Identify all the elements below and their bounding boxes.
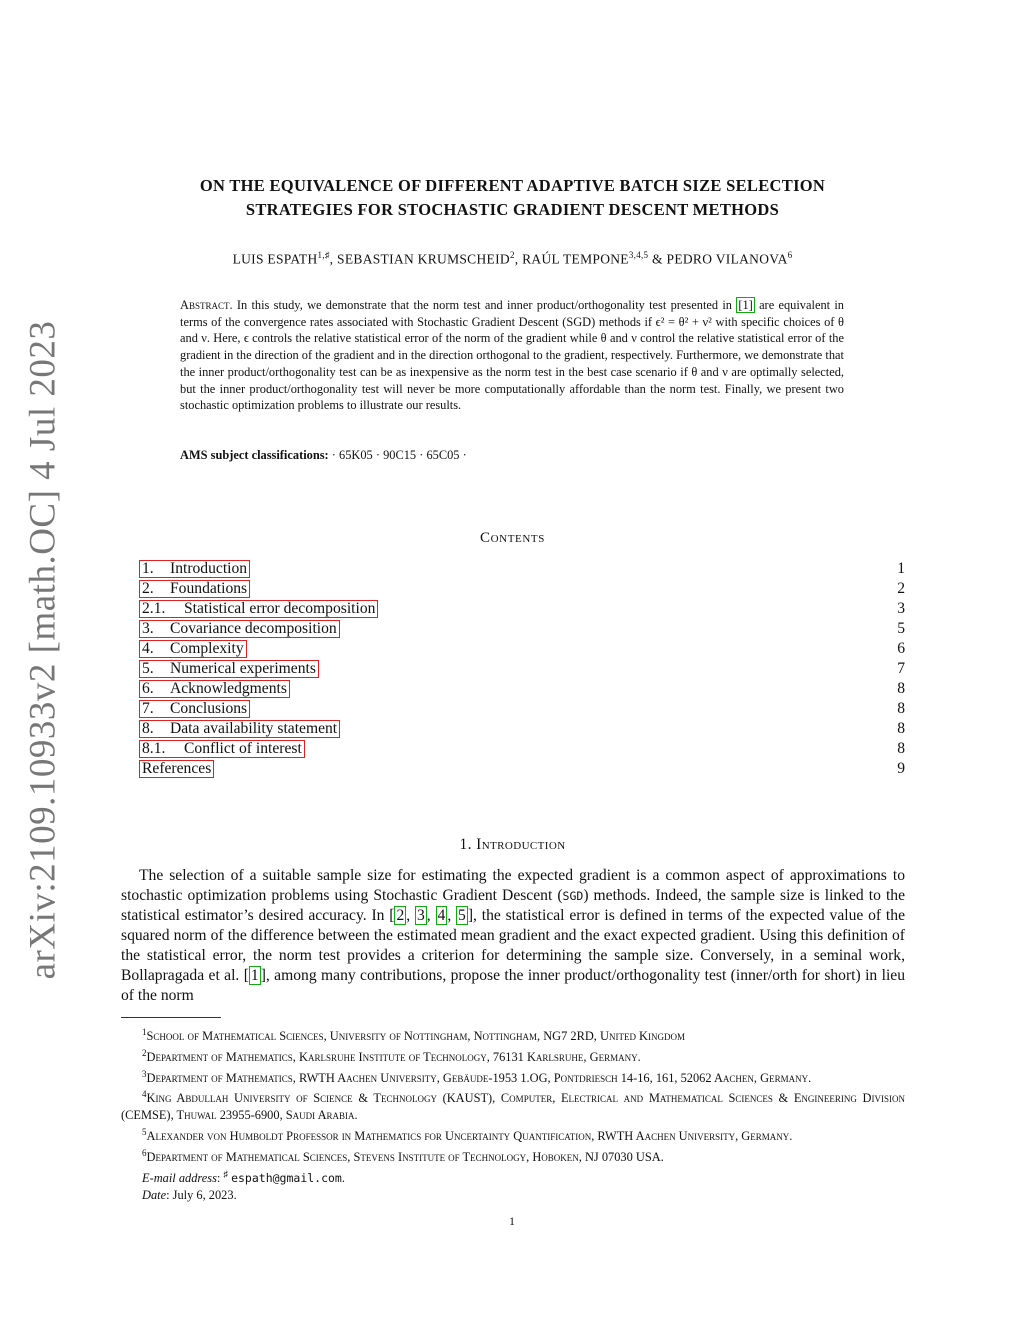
contents-heading: Contents: [480, 530, 545, 546]
toc-row: [139, 659, 905, 679]
toc-link-acknowledgments[interactable]: 6. Acknowledgments: [139, 680, 290, 698]
toc-row: [139, 699, 905, 719]
toc-row: [139, 679, 905, 699]
author-4-affil: 6: [787, 250, 793, 260]
toc-link-complexity[interactable]: 4. Complexity: [139, 640, 247, 658]
footnote-3: $^3$Department of Mathematics, RWTH Aachen University, Gebäude-1953 1.OG, Pontdriesch 14-16, 161, 52062 Aachen, Germany.: [142, 1068, 812, 1085]
toc-row: [139, 759, 905, 779]
email-line: E-mail address: ♯ espath@gmail.com.: [142, 1168, 345, 1185]
toc-page: 8: [897, 680, 905, 697]
toc-page: 3: [897, 600, 905, 617]
introduction-paragraph: The selection of a suitable sample size for estimating the expected gradient is a common aspect of approximations to stochastic optimization problems using Stochastic Gradient Descent (SGD) methods. Indeed, the sample size is linked to the statistical estimator’s desired accuracy. In [ 2 , 3 , 4 , 5 ], the statistical error is defined in terms of the expected value of the squared norm of the difference between the estimated mean gradient and the exact expected gradient. Using this definition of the statistical error, the norm test provides a criterion for determining the sample size. Conversely, in a seminal work, Bollapragada et al. [ 1 ], among many contributions, propose the inner product/orthogonality test (inner/orth for short) in lieu of the norm: [121, 867, 905, 1004]
citation-link-2[interactable]: 2: [396, 907, 405, 924]
page-number: 1: [509, 1214, 515, 1228]
toc-link-foundations[interactable]: 2. Foundations: [139, 580, 250, 598]
arxiv-sidebar-stamp: [18, 320, 68, 980]
abstract-label: Abstract.: [180, 298, 233, 312]
footnote-5: $^5$Alexander von Humboldt Professor in Mathematics for Uncertainty Quantification, RWTH Aachen University, Germany.: [142, 1127, 793, 1144]
toc-link-conclusions[interactable]: 7. Conclusions: [139, 700, 250, 718]
toc-row: [139, 579, 905, 599]
toc-row: [139, 739, 905, 759]
email-address[interactable]: espath@gmail.com: [231, 1170, 342, 1185]
section-heading-introduction: 1. Introduction: [459, 836, 566, 853]
toc-row: [139, 599, 905, 619]
footnote-rule: [121, 1017, 221, 1018]
paper-title: [130, 174, 895, 222]
toc-page: 8: [897, 700, 905, 717]
toc-page: 9: [897, 760, 905, 777]
toc-page: 7: [897, 660, 905, 677]
toc-page: 6: [897, 640, 905, 657]
toc-row: [139, 639, 905, 659]
toc-page: 5: [897, 620, 905, 637]
date-line: Date: July 6, 2023.: [142, 1187, 237, 1202]
author-2-affil: 2: [509, 250, 515, 260]
footnote-2: $^2$Department of Mathematics, Karlsruhe Institute of Technology, 76131 Karlsruhe, Germany.: [142, 1047, 641, 1064]
toc-row: [139, 719, 905, 739]
toc-link-statistical-error[interactable]: 2.1. Statistical error decomposition: [139, 600, 378, 618]
author-2: SEBASTIAN KRUMSCHEID: [337, 251, 510, 267]
author-1: LUIS ESPATH: [232, 251, 318, 267]
abstract-text-2: are equivalent in terms of the convergence rates associated with Stochastic Gradient Descent (SGD) methods if ϵ² = θ² + ν² with specific choices of θ and ν. Here, ϵ controls the relative statistical error of the norm of the gradient while θ and ν control the relative statistical error of the gradient in the direction of the gradient and in the direction orthogonal to the gradient, respectively. Furthermore, we demonstrate that the inner product/orthogonality test can be as inexpensive as the norm test in the best case scenario if θ and ν are optimally selected, but the inner product/orthogonality test will never be more computationally affordable than the norm test. Finally, we present two stochastic optimization problems to illustrate our results.: [180, 298, 845, 413]
citation-link-1[interactable]: [1]: [738, 298, 753, 312]
footnote-1: $^1$School of Mathematical Sciences, University of Nottingham, Nottingham, NG7 2RD, United Kingdom: [142, 1027, 685, 1044]
toc-row: [139, 619, 905, 639]
toc-link-covariance[interactable]: 3. Covariance decomposition: [139, 620, 340, 638]
footnote-6: $^6$Department of Mathematical Sciences, Stevens Institute of Technology, Hoboken, NJ 07030 USA.: [142, 1147, 664, 1164]
toc-page: 8: [897, 720, 905, 737]
author-3-affil: 3,4,5: [628, 250, 649, 260]
title-line-2: STRATEGIES FOR STOCHASTIC GRADIENT DESCENT METHODS: [245, 200, 780, 219]
toc-link-conflict-of-interest[interactable]: 8.1. Conflict of interest: [139, 740, 305, 758]
toc-page: 2: [897, 580, 905, 597]
toc-link-numerical-experiments[interactable]: 5. Numerical experiments: [139, 660, 319, 678]
footnotes: [121, 1024, 905, 1203]
toc-link-data-availability[interactable]: 8. Data availability statement: [139, 720, 340, 738]
abstract-text-1: In this study, we demonstrate that the norm test and inner product/orthogonality test presented in: [236, 298, 733, 312]
citation-link-5[interactable]: 5: [458, 907, 466, 924]
title-line-1: ON THE EQUIVALENCE OF DIFFERENT ADAPTIVE BATCH SIZE SELECTION: [199, 176, 826, 195]
abstract: [180, 297, 844, 414]
author-list: LUIS $ESPATH^{1,♯}$, SEBASTIAN KRUMSCHEID$^2$, RAÚL TEMPONE$^{3,4,5}$ & PEDRO VILANOVA$^6$: [232, 250, 793, 267]
toc-row: [139, 559, 905, 579]
author-4: PEDRO VILANOVA: [666, 251, 788, 267]
toc-link-introduction[interactable]: 1. Introduction: [139, 560, 250, 578]
citation-link-4[interactable]: 4: [437, 907, 446, 924]
ams-label: AMS subject classifications:: [180, 448, 329, 462]
toc-page: 1: [897, 560, 905, 577]
author-1-affil: 1,♯: [317, 250, 330, 260]
table-of-contents: [139, 559, 905, 779]
footnote-4: $^4$King Abdullah University of Science & Technology (KAUST), Computer, Electrical and Mathematical Sciences & Engineering Division (CEMSE), Thuwal 23955-6900, Saudi Arabia.: [121, 1089, 905, 1123]
author-ampersand: &: [652, 251, 663, 267]
ams-classifications: [180, 448, 844, 463]
citation-link-1b[interactable]: 1: [250, 967, 259, 984]
toc-page: 8: [897, 740, 905, 757]
ams-codes: · 65K05 · 90C15 · 65C05 ·: [331, 448, 467, 462]
arxiv-id: arXiv:2109.10933v2 [math.OC] 4 Jul 2023: [22, 320, 64, 980]
toc-link-references[interactable]: References: [139, 760, 214, 778]
citation-link-3[interactable]: 3: [417, 907, 425, 924]
sgd-acronym: SGD: [562, 889, 584, 903]
author-3: RAÚL TEMPONE: [522, 251, 629, 267]
